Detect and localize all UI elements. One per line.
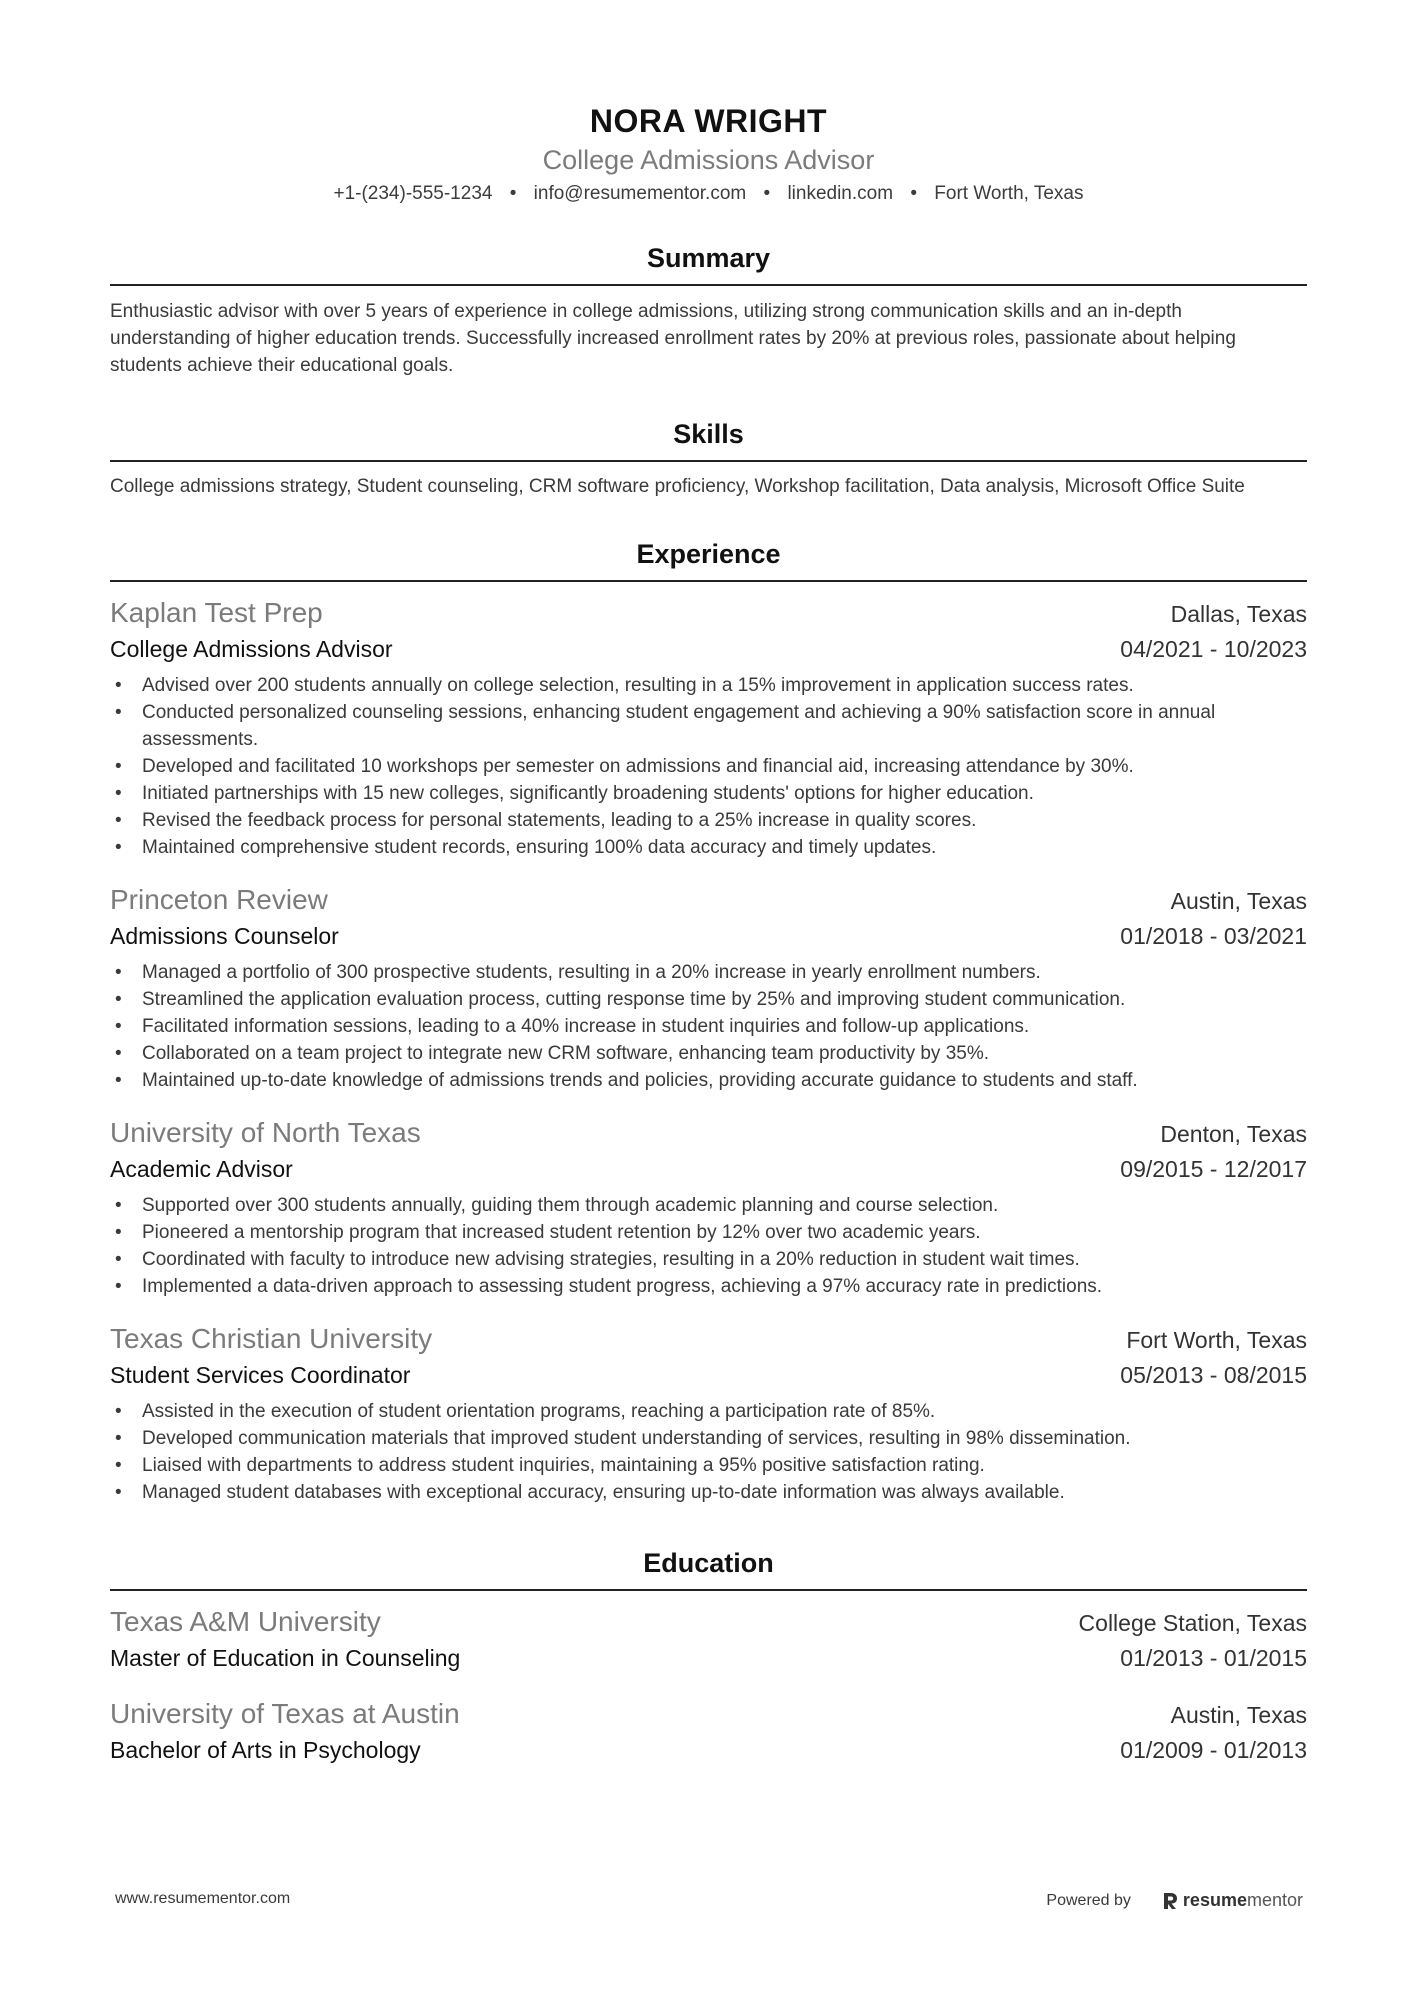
job-bullet: • Managed student databases with exceptional accuracy, ensuring up-to-date information was always available. (110, 1479, 1307, 1506)
job-bullet: • Revised the feedback process for personal statements, leading to a 25% increase in quality scores. (110, 807, 1307, 834)
contact-line (110, 181, 1307, 207)
job-bullet: • Liaised with departments to address student inquiries, maintaining a 95% positive satisfaction rating. (110, 1452, 1307, 1479)
summary-section (110, 241, 1307, 379)
job-bullet: • Streamlined the application evaluation process, cutting response time by 25% and improving student communication. (110, 986, 1307, 1013)
degree: Master of Education in Counseling (110, 1645, 461, 1671)
school-location: Austin, Texas (1170, 1702, 1307, 1728)
contact-separator: • (763, 183, 771, 204)
education-entry (110, 1695, 1307, 1767)
job-role: Academic Advisor (110, 1156, 293, 1182)
contact-email[interactable]: info@resumementor.com (533, 183, 747, 204)
job-location: Denton, Texas (1160, 1121, 1307, 1147)
skills-section (110, 417, 1307, 499)
job-bullet: • Maintained comprehensive student records, ensuring 100% data accuracy and timely updates. (110, 834, 1307, 861)
experience-section (110, 537, 1307, 1506)
job-location: Dallas, Texas (1170, 601, 1307, 627)
contact-separator: • (910, 183, 917, 204)
job-bullets (110, 672, 1307, 861)
job-bullet: • Coordinated with faculty to introduce new advising strategies, resulting in a 20% reduction in student wait times. (110, 1246, 1307, 1273)
job-bullet: • Assisted in the execution of student orientation programs, reaching a participation rate of 85%. (110, 1398, 1307, 1425)
brand-name-part2: mentor (1246, 1890, 1303, 1910)
resume-header (110, 96, 1307, 207)
job-bullet: • Facilitated information sessions, leading to a 40% increase in student inquiries and follow-up applications. (110, 1013, 1307, 1040)
resumementor-logo-icon (1161, 1891, 1179, 1911)
footer-branding (1046, 1890, 1303, 1911)
contact-separator: • (509, 183, 517, 204)
education-entry (110, 1603, 1307, 1675)
job-location: Fort Worth, Texas (1126, 1327, 1307, 1353)
job-dates: 01/2018 - 03/2021 (1120, 923, 1307, 949)
school-name: University of Texas at Austin (110, 1698, 460, 1729)
school-name: Texas A&M University (110, 1606, 381, 1637)
experience-heading: Experience (110, 537, 1307, 582)
footer-website-link[interactable]: www.resumementor.com (115, 1890, 291, 1907)
job-bullet: • Collaborated on a team project to integrate new CRM software, enhancing team productivity by 35%. (110, 1040, 1307, 1067)
job-bullet: • Implemented a data-driven approach to assessing student progress, achieving a 97% accuracy rate in predictions. (110, 1273, 1307, 1300)
education-heading: Education (110, 1546, 1307, 1591)
skills-text: College admissions strategy, Student counseling, CRM software proficiency, Workshop facilitation, Data analysis, Microsoft Office Suite (110, 476, 1245, 497)
contact-linkedin[interactable]: linkedin.com (787, 183, 894, 204)
job-bullet: • Developed communication materials that improved student understanding of services, resulting in 98% dissemination. (110, 1425, 1307, 1452)
job-dates: 05/2013 - 08/2015 (1120, 1362, 1307, 1388)
job-bullets (110, 1192, 1307, 1300)
candidate-name: NORA WRIGHT (589, 103, 828, 139)
job-company: Kaplan Test Prep (110, 597, 323, 628)
job-dates: 04/2021 - 10/2023 (1120, 636, 1307, 662)
contact-location: Fort Worth, Texas (934, 183, 1084, 204)
contact-phone: +1-(234)-555-1234 (333, 183, 493, 204)
job-entry (110, 594, 1307, 861)
degree: Bachelor of Arts in Psychology (110, 1737, 421, 1763)
job-location: Austin, Texas (1170, 888, 1307, 914)
brand-name-part1: resume (1182, 1890, 1247, 1910)
job-entry (110, 881, 1307, 1094)
resume-page (110, 96, 1307, 1767)
job-bullet: • Supported over 300 students annually, guiding them through academic planning and course selection. (110, 1192, 1307, 1219)
job-bullet: • Managed a portfolio of 300 prospective students, resulting in a 20% increase in yearly enrollment numbers. (110, 959, 1307, 986)
job-role: College Admissions Advisor (110, 636, 393, 662)
job-company: Princeton Review (110, 884, 328, 915)
job-company: Texas Christian University (110, 1323, 433, 1354)
job-bullets (110, 1398, 1307, 1506)
job-bullet: • Pioneered a mentorship program that increased student retention by 12% over two academic years. (110, 1219, 1307, 1246)
job-role: Student Services Coordinator (110, 1362, 411, 1388)
job-entry (110, 1114, 1307, 1300)
school-location: College Station, Texas (1078, 1610, 1307, 1636)
job-bullet: • Conducted personalized counseling sessions, enhancing student engagement and achieving a 90% satisfaction score in annual assessments. (110, 699, 1307, 753)
skills-heading: Skills (110, 417, 1307, 462)
job-company: University of North Texas (110, 1117, 421, 1148)
summary-heading: Summary (110, 241, 1307, 286)
job-entry (110, 1320, 1307, 1506)
job-bullet: • Initiated partnerships with 15 new colleges, significantly broadening students' options for higher education. (110, 780, 1307, 807)
candidate-title: College Admissions Advisor (542, 145, 875, 175)
resumementor-logo[interactable] (1161, 1890, 1303, 1911)
job-bullet: • Maintained up-to-date knowledge of admissions trends and policies, providing accurate guidance to students and staff. (110, 1067, 1307, 1094)
education-dates: 01/2009 - 01/2013 (1120, 1737, 1307, 1763)
job-role: Admissions Counselor (110, 923, 339, 949)
summary-text: Enthusiastic advisor with over 5 years of experience in college admissions, utilizing strong communication skills and an in-depth understanding of higher education trends. Successfully increased enrollment rates by 20% at previous roles, passionate about helping students achieve their educational goals. (110, 301, 1236, 376)
education-section (110, 1546, 1307, 1767)
education-dates: 01/2013 - 01/2015 (1120, 1645, 1307, 1671)
job-bullets (110, 959, 1307, 1094)
job-bullet: • Developed and facilitated 10 workshops per semester on admissions and financial aid, increasing attendance by 30%. (110, 753, 1307, 780)
job-dates: 09/2015 - 12/2017 (1120, 1156, 1307, 1182)
powered-by-label: Powered by (1046, 1891, 1131, 1909)
job-bullet: • Advised over 200 students annually on college selection, resulting in a 15% improvement in application success rates. (110, 672, 1307, 699)
